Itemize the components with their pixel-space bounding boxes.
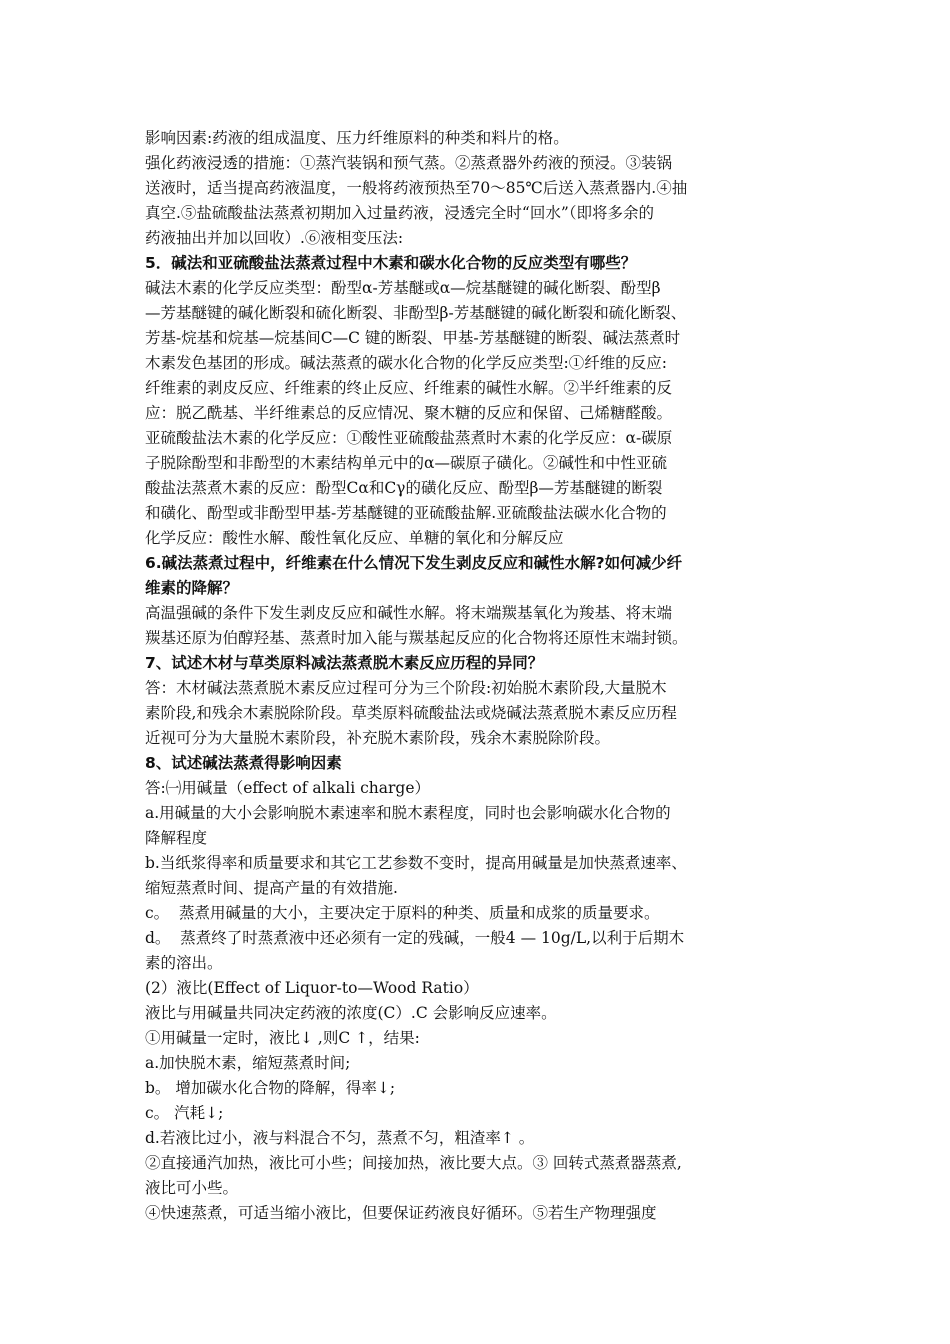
text-line: 维素的降解？: [145, 579, 239, 597]
text-line: ④快速蒸煮，可适当缩小液比，但要保证药液良好循环。⑤若生产物理强度: [145, 1204, 657, 1222]
text-line: a.用碱量的大小会影响脱木素速率和脱木素程度，同时也会影响碳水化合物的: [145, 804, 671, 822]
text-line: 酸盐法蒸煮木素的反应：酚型Cα和Cγ的磺化反应、酚型β—芳基醚键的断裂: [145, 479, 663, 497]
document-page: [145, 126, 815, 1226]
text-line: 8、试述碱法蒸煮得影响因素: [145, 754, 342, 772]
text-line: 7、试述木材与草类原料减法蒸煮脱木素反应历程的异同？: [145, 654, 544, 672]
text-line: 液比与用碱量共同决定药液的浓度(C）.C 会影响反应速率。: [145, 1004, 557, 1022]
text-line: —芳基醚键的碱化断裂和硫化断裂、非酚型β-芳基醚键的碱化断裂和硫化断裂、: [145, 304, 687, 322]
text-line: 素的溶出。: [145, 954, 223, 972]
paragraph: [145, 426, 815, 551]
paragraph: [145, 1051, 815, 1076]
section-heading: [145, 251, 815, 276]
text-line: ①用碱量一定时，液比↓ ,则C ↑，结果:: [145, 1029, 420, 1047]
paragraph: [145, 851, 815, 901]
text-line: 和磺化、酚型或非酚型甲基-芳基醚键的亚硫酸盐解.亚硫酸盐法碳水化合物的: [145, 504, 667, 522]
text-line: 碱法木素的化学反应类型：酚型α-芳基醚或α—烷基醚键的碱化断裂、酚型β: [145, 279, 661, 297]
text-line: 应：脱乙酰基、半纤维素总的反应情况、聚木糖的反应和保留、己烯糖醛酸。: [145, 404, 673, 422]
text-line: 送液时，适当提高药液温度，一般将药液预热至70～85℃后送入蒸煮器内.④抽: [145, 179, 688, 197]
section-heading: [145, 551, 815, 601]
paragraph: [145, 601, 815, 651]
text-line: 子脱除酚型和非酚型的木素结构单元中的α—碳原子磺化。②碱性和中性亚硫: [145, 454, 667, 472]
section-heading: [145, 751, 815, 776]
paragraph: [145, 1076, 815, 1101]
text-line: 羰基还原为伯醇羟基、蒸煮时加入能与羰基起反应的化合物将还原性末端封锁。: [145, 629, 688, 647]
text-line: 化学反应：酸性水解、酸性氧化反应、单糖的氧化和分解反应: [145, 529, 564, 547]
text-line: (2）液比(Effect of Liquor-to—Wood Ratio）: [145, 979, 479, 997]
text-line: 答:㈠用碱量（effect of alkali charge）: [145, 779, 430, 797]
text-line: c。 汽耗↓;: [145, 1104, 224, 1122]
text-line: b。 增加碳水化合物的降解，得率↓;: [145, 1079, 396, 1097]
paragraph: [145, 1126, 815, 1151]
paragraph: [145, 976, 815, 1001]
paragraph: [145, 1151, 815, 1201]
paragraph: [145, 1026, 815, 1051]
text-line: 纤维素的剥皮反应、纤维素的终止反应、纤维素的碱性水解。②半纤维素的反: [145, 379, 673, 397]
text-line: 缩短蒸煮时间、提高产量的有效措施.: [145, 879, 398, 897]
text-line: 影响因素:药液的组成温度、压力纤维原料的种类和料片的格。: [145, 129, 569, 147]
text-line: ②直接通汽加热，液比可小些；间接加热，液比要大点。③ 回转式蒸煮器蒸煮,: [145, 1154, 682, 1172]
text-line: c。 蒸煮用碱量的大小，主要决定于原料的种类、质量和成浆的质量要求。: [145, 904, 660, 922]
paragraph: [145, 1101, 815, 1126]
text-line: 素阶段,和残余木素脱除阶段。草类原料硫酸盐法或烧碱法蒸煮脱木素反应历程: [145, 704, 677, 722]
text-line: 6.碱法蒸煮过程中，纤维素在什么情况下发生剥皮反应和碱性水解?如何减少纤: [145, 554, 683, 572]
paragraph: [145, 926, 815, 976]
text-line: 高温强碱的条件下发生剥皮反应和碱性水解。将末端羰基氧化为羧基、将末端: [145, 604, 673, 622]
text-line: 近视可分为大量脱木素阶段，补充脱木素阶段，残余木素脱除阶段。: [145, 729, 611, 747]
text-line: d.若液比过小，液与料混合不匀，蒸煮不匀，粗渣率↑ 。: [145, 1129, 535, 1147]
paragraph: [145, 1201, 815, 1226]
paragraph: [145, 126, 815, 151]
section-heading: [145, 651, 815, 676]
text-line: 木素发色基团的形成。碱法蒸煮的碳水化合物的化学反应类型:①纤维的反应:: [145, 354, 667, 372]
paragraph: [145, 1001, 815, 1026]
text-line: a.加快脱木素，缩短蒸煮时间;: [145, 1054, 351, 1072]
text-line: d。 蒸煮终了时蒸煮液中还必须有一定的残碱，一般4 — 10g/L,以利于后期木: [145, 929, 685, 947]
text-line: 药液抽出并加以回收）.⑥液相变压法:: [145, 229, 404, 247]
paragraph: [145, 676, 815, 751]
text-line: 液比可小些。: [145, 1179, 239, 1197]
paragraph: [145, 901, 815, 926]
text-line: 5．碱法和亚硫酸盐法蒸煮过程中木素和碳水化合物的反应类型有哪些？: [145, 254, 637, 272]
paragraph: [145, 151, 815, 251]
paragraph: [145, 276, 815, 426]
text-line: 强化药液浸透的措施：①蒸汽装锅和预气蒸。②蒸煮器外药液的预浸。③装锅: [145, 154, 673, 172]
text-line: 芳基-烷基和烷基—烷基间C—C 键的断裂、甲基-芳基醚键的断裂、碱法蒸煮时: [145, 329, 681, 347]
paragraph: [145, 801, 815, 851]
paragraph: [145, 776, 815, 801]
text-line: b.当纸浆得率和质量要求和其它工艺参数不变时，提高用碱量是加快蒸煮速率、: [145, 854, 687, 872]
text-line: 降解程度: [145, 829, 208, 847]
text-line: 亚硫酸盐法木素的化学反应：①酸性亚硫酸盐蒸煮时木素的化学反应：α-碳原: [145, 429, 673, 447]
text-line: 真空.⑤盐硫酸盐法蒸煮初期加入过量药液，浸透完全时“回水”（即将多余的: [145, 204, 655, 222]
text-line: 答：木材碱法蒸煮脱木素反应过程可分为三个阶段:初始脱木素阶段,大量脱木: [145, 679, 667, 697]
